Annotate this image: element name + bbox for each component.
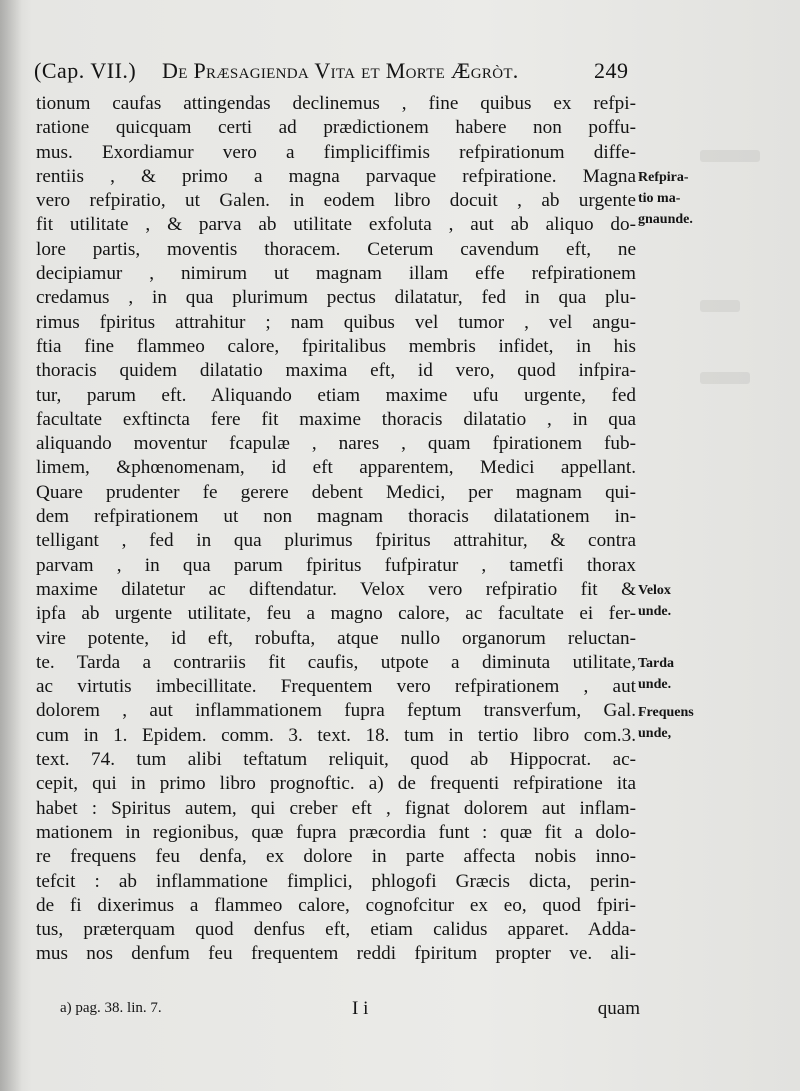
text-line: aliquando moventur fcapulæ , nares , quam fpirationem fub- — [36, 433, 636, 455]
text-line: Quare prudenter fe gerere debent Medici, per magnam qui- — [36, 481, 636, 503]
margin-note — [638, 702, 694, 744]
text-line: telligant , fed in qua plurimus fpiritus attrahitur, & contra — [36, 530, 636, 552]
text-line: lore partis, moventis thoracem. Ceterum cavendum eft, ne — [36, 238, 636, 260]
show-through-mark — [700, 300, 740, 312]
margin-note-line: unde. — [638, 604, 672, 619]
running-title: De Præsagienda Vita et Morte Ægròt. — [162, 58, 519, 83]
text-line: de fi dixerimus a flammeo calore, cognofcitur ex eo, quod fpiri- — [36, 894, 636, 916]
show-through-mark — [700, 372, 750, 384]
margin-note-line: Frequens — [638, 704, 694, 720]
text-line: thoracis quidem dilatatio maxima eft, id vero, quod infpira- — [36, 360, 636, 382]
page-number: 249 — [594, 58, 629, 83]
footnote: a) pag. 38. lin. 7. — [60, 1000, 162, 1016]
margin-note — [638, 653, 674, 695]
text-line: ftia fine flammeo calore, fpiritalibus membris infidet, in his — [36, 335, 636, 357]
text-line: tionum caufas attingendas declinemus , fine quibus ex refpi- — [36, 93, 636, 114]
text-line: mus. Exordiamur vero a fimpliciffimis refpirationum diffe- — [36, 141, 636, 163]
chapter-label: (Cap. VII.) — [34, 58, 137, 83]
running-header — [34, 58, 654, 92]
margin-note — [638, 167, 693, 230]
text-line: ac virtutis imbecillitate. Frequentem vero refpirationem , aut — [36, 676, 636, 698]
text-line: mus nos denfum feu frequentem reddi fpiritum propter ve. ali- — [36, 943, 636, 965]
text-line: tefcit : ab inflammatione fimplici, phlogofi Græcis dicta, perin- — [36, 870, 636, 892]
text-line: tus, præterquam quod denfus eft, etiam calidus apparet. Adda- — [36, 919, 636, 941]
text-line: decipiamur , nimirum ut magnam illam effe refpirationem — [36, 263, 636, 285]
text-line: maxime dilatetur ac diftendatur. Velox vero refpiratio fit & — [36, 578, 636, 600]
text-line: rimus fpiritus attrahitur ; nam quibus vel tumor , vel angu- — [36, 311, 636, 333]
text-line: dolorem , aut inflammationem fupra feptum transverfum, Gal. — [36, 700, 636, 722]
text-line: cum in 1. Epidem. comm. 3. text. 18. tum in tertio libro com.3. — [36, 724, 636, 746]
text-line: facultate exftincta fere fit maxime thoracis dilatatio , in qua — [36, 408, 636, 430]
margin-note-line: gnaunde. — [638, 211, 693, 227]
text-line: te. Tarda a contrariis fit caufis, utpote a diminuta utilitate, — [36, 651, 636, 673]
margin-note-line: Tarda — [638, 655, 675, 671]
margin-note-line: Velox — [638, 583, 671, 598]
page-footer — [60, 998, 640, 1024]
text-line: credamus , in qua plurimum pectus dilatatur, fed in qua plu- — [36, 287, 636, 309]
text-line: tur, parum eft. Aliquando etiam maxime ufu urgente, fed — [36, 384, 636, 406]
margin-note-line: tio ma- — [638, 190, 681, 206]
text-line: vero refpiratio, ut Galen. in eodem libro docuit , ab urgente — [36, 190, 636, 212]
text-line: mationem in regionibus, quæ fupra præcordia funt : quæ fit a dolo- — [36, 821, 636, 843]
text-line: ratione quicquam certi ad prædictionem habere non poffu- — [36, 117, 636, 139]
text-line: rentiis , & primo a magna parvaque refpiratione. Magna — [36, 165, 636, 187]
margin-note-line: unde. — [638, 676, 672, 692]
text-line: re frequens feu denfa, ex dolore in parte affecta nobis inno- — [36, 846, 636, 868]
margin-note-line: unde, — [638, 725, 672, 741]
text-line: limem, &phœnomenam, id eft apparentem, Medici appellant. — [36, 457, 636, 479]
text-line: cepit, qui in primo libro prognoftic. a) de frequenti refpiratione ita — [36, 773, 636, 795]
margin-note — [638, 580, 671, 622]
gutter-shadow — [0, 0, 22, 1091]
text-line: habet : Spiritus autem, qui creber eft , fignat dolorem aut inflam- — [36, 797, 636, 819]
text-line: fit utilitate , & parva ab utilitate exfoluta , aut ab aliquo do- — [36, 214, 636, 236]
signature-mark: I i — [352, 998, 369, 1019]
catchword: quam — [597, 998, 640, 1019]
text-line: text. 74. tum alibi teftatum reliquit, quod ab Hippocrat. ac- — [36, 749, 636, 771]
text-line: ipfa ab urgente utilitate, feu a magno calore, ac facultate ei fer- — [36, 603, 636, 625]
show-through-mark — [700, 150, 760, 162]
body-text — [36, 92, 636, 967]
text-line: vire potente, id eft, robufta, atque nullo organorum reluctan- — [36, 627, 636, 649]
text-line: parvam , in qua parum fpiritus fufpiratur , tametfi thorax — [36, 554, 636, 576]
margin-note-line: Refpira- — [638, 169, 689, 185]
text-line: dem refpirationem ut non magnam thoracis dilatationem in- — [36, 506, 636, 528]
